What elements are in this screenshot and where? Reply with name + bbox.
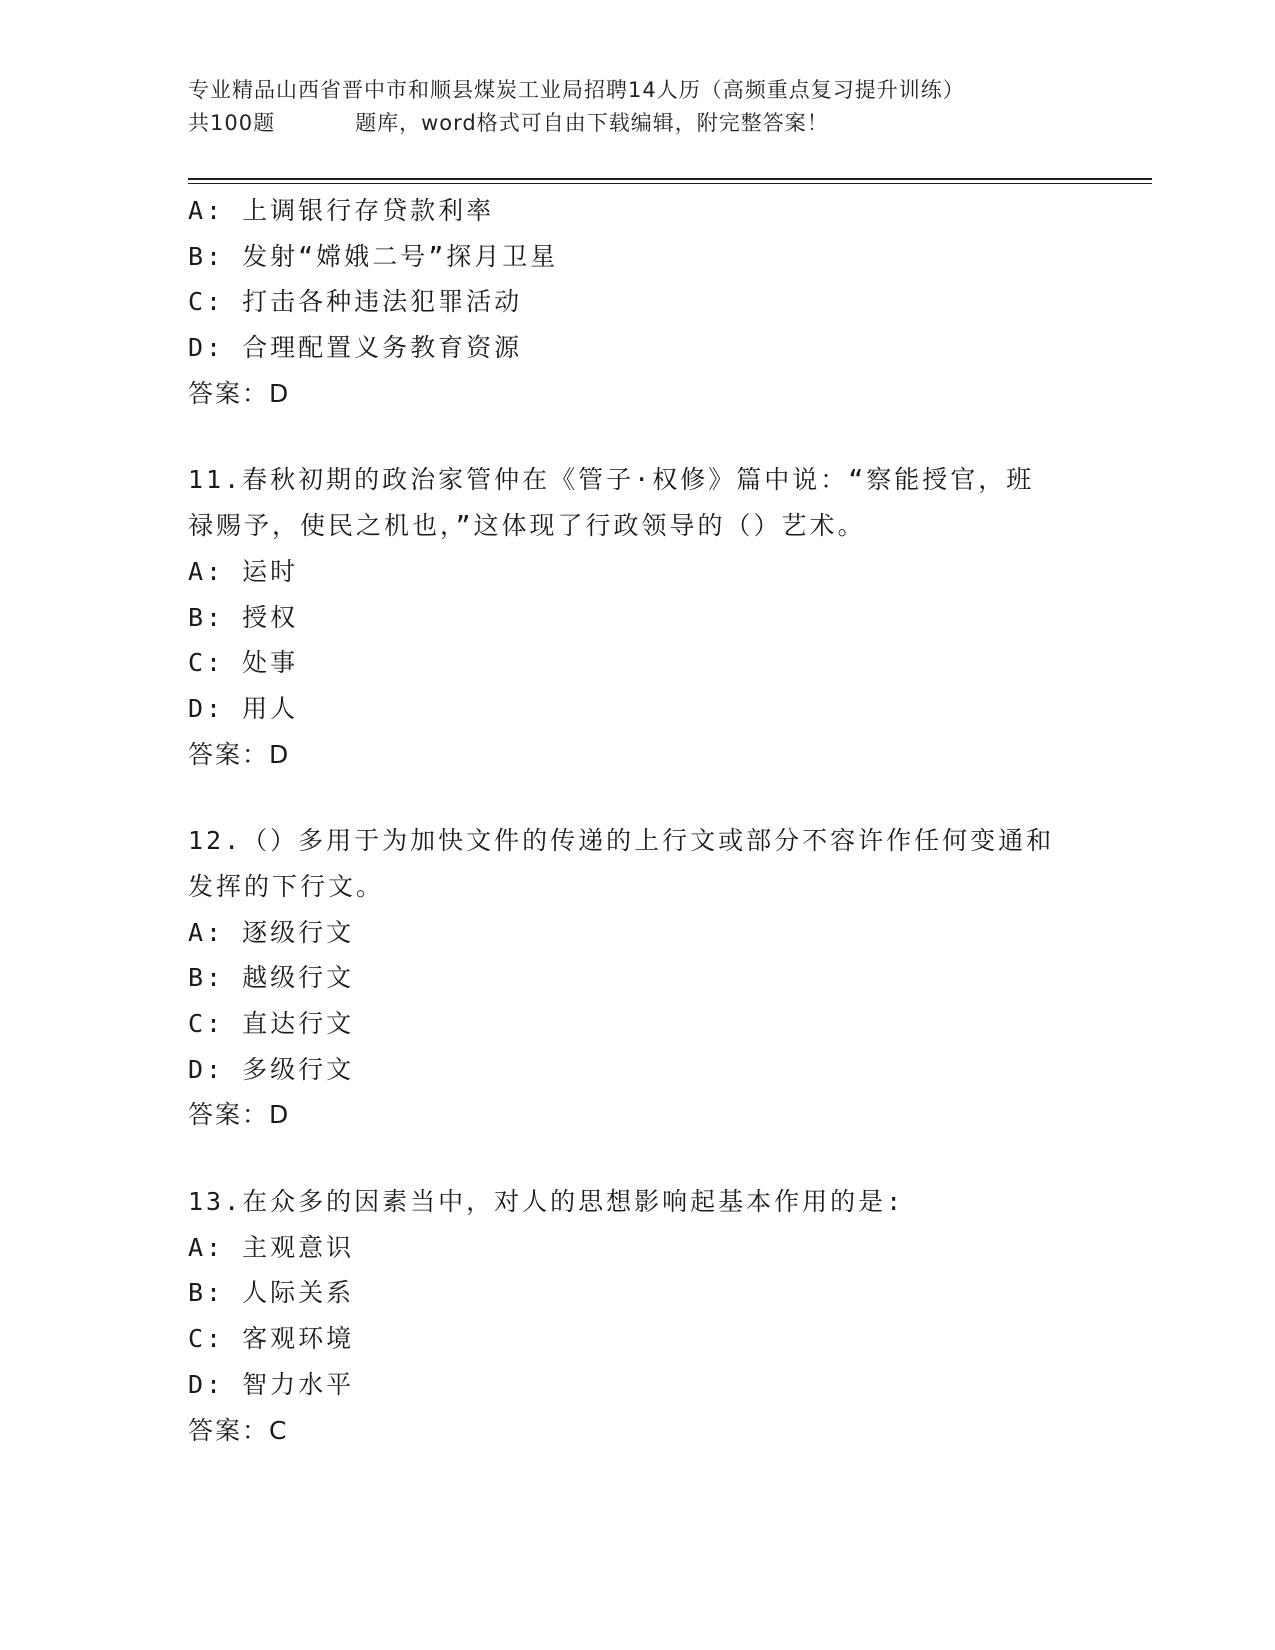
answer: 答案：D <box>188 739 291 769</box>
header-description: 题库，word格式可自由下载编辑，附完整答案！ <box>355 111 829 135</box>
option-a: A: 上调银行存贷款利率 <box>188 196 495 225</box>
header-subtitle-line <box>188 107 1088 140</box>
question-list <box>188 188 1088 1453</box>
header-question-count: 共100题 <box>188 111 276 135</box>
answer: 答案：D <box>188 1100 291 1130</box>
question-text-line-2: 禄赐予，使民之机也，”这体现了行政领导的（）艺术。 <box>188 511 866 541</box>
question-10 <box>188 188 1088 416</box>
question-text-line-1: 11.春秋初期的政治家管仲在《管子·权修》篇中说：“察能授官，班 <box>188 465 1035 495</box>
option-d: D: 合理配置义务教育资源 <box>188 333 523 363</box>
option-b: B: 发射“嫦娥二号”探月卫星 <box>188 241 559 271</box>
option-a: A: 运时 <box>188 556 299 586</box>
option-b: B: 人际关系 <box>188 1278 355 1308</box>
option-d: D: 用人 <box>188 693 299 723</box>
document-header <box>188 74 1088 140</box>
option-a: A: 逐级行文 <box>188 917 355 947</box>
question-text-line-1: 13.在众多的因素当中，对人的思想影响起基本作用的是: <box>188 1187 905 1217</box>
question-11 <box>188 457 1088 777</box>
option-d: D: 多级行文 <box>188 1054 355 1084</box>
question-12 <box>188 818 1088 1138</box>
question-text-line-2: 发挥的下行文。 <box>188 871 385 901</box>
answer: 答案：C <box>188 1415 289 1445</box>
question-13 <box>188 1179 1088 1453</box>
option-c: C: 直达行文 <box>188 1009 355 1038</box>
option-b: B: 授权 <box>188 602 299 632</box>
option-d: D: 智力水平 <box>188 1369 355 1399</box>
option-b: B: 越级行文 <box>188 963 355 993</box>
question-text-line-1: 12.（）多用于为加快文件的传递的上行文或部分不容许作任何变通和 <box>188 826 1055 856</box>
option-c: C: 打击各种违法犯罪活动 <box>188 287 523 317</box>
option-c: C: 客观环境 <box>188 1324 355 1354</box>
option-c: C: 处事 <box>188 648 299 678</box>
header-title-line: 专业精品山西省晋中市和顺县煤炭工业局招聘14人历（高频重点复习提升训练） <box>188 78 965 102</box>
answer: 答案：D <box>188 378 291 408</box>
option-a: A: 主观意识 <box>188 1232 355 1262</box>
header-divider <box>188 178 1152 184</box>
